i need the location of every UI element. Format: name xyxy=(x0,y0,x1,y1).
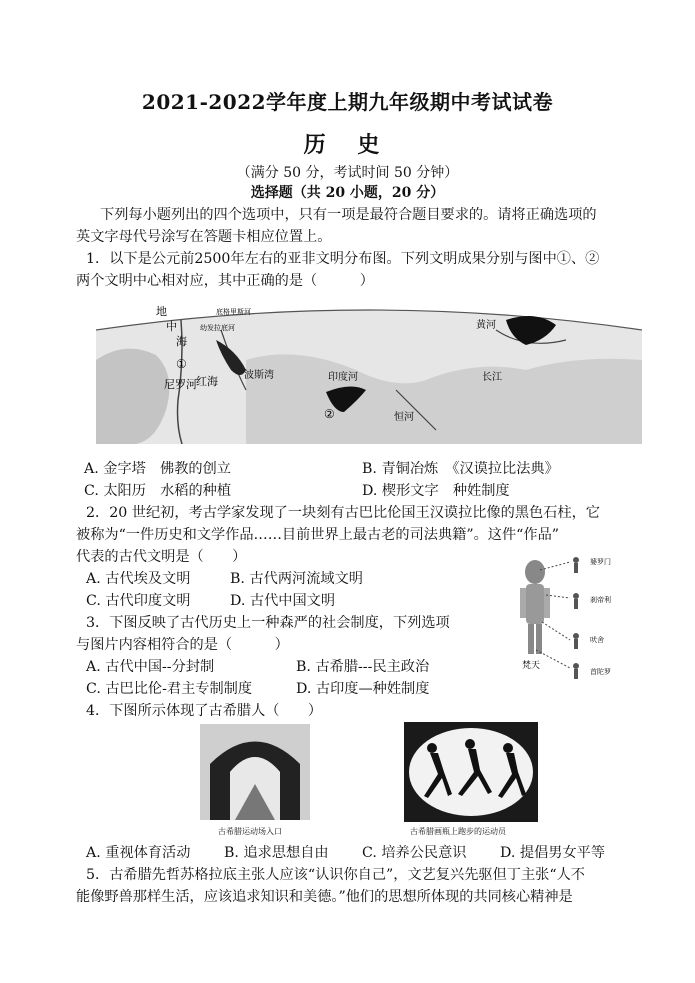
map-label-nile: 尼罗河 xyxy=(164,378,197,391)
feishe-label: 吠舍 xyxy=(590,636,604,644)
q3-stem-1: 3．下图反映了古代历史上一种森严的社会制度，下列选项 xyxy=(86,615,450,631)
map-label-yindu: 印度河 xyxy=(328,372,358,383)
stadium-entrance-image xyxy=(200,724,310,820)
map-label-bosi: 波斯湾 xyxy=(244,370,274,381)
q3-option-b[interactable]: B. 古希腊---民主政治 xyxy=(296,659,430,675)
caste-figure xyxy=(500,550,630,700)
q2-stem-2: 被称为“一件历史和文学作品……目前世界上最古老的司法典籍”。这件“作品” xyxy=(76,527,560,543)
civilization-map xyxy=(96,300,642,444)
map-label-hengge: 恒河 xyxy=(394,412,414,423)
q5-stem-2: 能像野兽那样生活，应该追求知识和美德。”他们的思想所体现的共同核心精神是 xyxy=(76,889,573,905)
q3-option-a[interactable]: A. 古代中国--分封制 xyxy=(86,659,215,675)
map-label-changjiang: 长江 xyxy=(482,372,502,383)
map-mark-1: ① xyxy=(176,357,187,371)
q4-option-b[interactable]: B. 追求思想自由 xyxy=(224,845,329,861)
vase-runners-image xyxy=(404,722,538,822)
q2-stem-1: 2．20 世纪初，考古学家发现了一块刻有古巴比伦国王汉谟拉比像的黑色石柱，它 xyxy=(86,505,600,521)
q1-stem-1: 1．以下是公元前2500年左右的亚非文明分布图。下列文明成果分别与图中①、② xyxy=(86,251,600,267)
caste-diagram xyxy=(500,550,630,700)
q4-option-a[interactable]: A. 重视体育活动 xyxy=(86,845,191,861)
q2-stem-3: 代表的古代文明是（ ） xyxy=(76,549,247,565)
map-label-huanghe: 黄河 xyxy=(476,320,496,331)
q2-option-b[interactable]: B. 古代两河流域文明 xyxy=(230,571,363,587)
q2-option-c[interactable]: C. 古代印度文明 xyxy=(86,593,191,609)
map-label-youfa: 幼发拉底河 xyxy=(200,324,235,332)
fantian-label: 梵天 xyxy=(522,661,541,671)
q1-option-b[interactable]: B. 青铜冶炼 《汉谟拉比法典》 xyxy=(362,461,559,477)
q2-option-a[interactable]: A. 古代埃及文明 xyxy=(86,571,191,587)
q4-stem: 4．下图所示体现了古希腊人（ ） xyxy=(86,703,323,719)
q4-option-d[interactable]: D. 提倡男女平等 xyxy=(500,845,606,861)
shoutuoluo-label: 首陀罗 xyxy=(590,668,611,676)
map-label-zhong: 中 xyxy=(166,320,177,333)
map-label-red: 红海 xyxy=(196,375,218,388)
chadili-label: 刹帝利 xyxy=(590,596,611,604)
exam-note: （满分 50 分，考试时间 50 分钟） xyxy=(236,165,459,181)
caption-vase: 古希腊画瓶上跑步的运动员 xyxy=(410,827,506,836)
instructions-line-2: 英文字母代号涂写在答题卡相应位置上。 xyxy=(76,229,332,245)
map-label-hai: 海 xyxy=(176,335,187,348)
q3-stem-2: 与图片内容相符合的是（ ） xyxy=(76,637,289,653)
subject-title: 历 史 xyxy=(303,132,392,158)
map-mark-2: ② xyxy=(324,407,335,421)
instructions-line-1: 下列每小题列出的四个选项中，只有一项是最符合题目要求的。请将正确选项的 xyxy=(100,207,597,223)
q1-option-a[interactable]: A. 金字塔 佛教的创立 xyxy=(84,461,231,477)
q2-option-d[interactable]: D. 古代中国文明 xyxy=(230,593,336,609)
caption-stadium: 古希腊运动场入口 xyxy=(218,827,282,836)
q1-map xyxy=(96,300,642,444)
q4-option-c[interactable]: C. 培养公民意识 xyxy=(362,845,467,861)
section-heading: 选择题（共 20 小题，20 分） xyxy=(250,185,445,201)
map-label-dige: 底格里斯河 xyxy=(216,308,251,316)
q1-option-c[interactable]: C. 太阳历 水稻的种植 xyxy=(84,483,232,499)
q1-option-d[interactable]: D. 楔形文字 种姓制度 xyxy=(362,483,510,499)
q3-option-c[interactable]: C. 古巴比伦-君主专制制度 xyxy=(86,681,253,697)
map-label-di: 地 xyxy=(156,305,167,318)
q5-stem-1: 5．古希腊先哲苏格拉底主张人应该“认识你自己”，文艺复兴先驱但丁主张“人不 xyxy=(86,867,585,883)
q3-option-d[interactable]: D. 古印度—种姓制度 xyxy=(296,681,430,697)
exam-title: 2021-2022学年度上期九年级期中考试试卷 xyxy=(141,90,554,114)
q1-stem-2: 两个文明中心相对应，其中正确的是（ ） xyxy=(76,273,374,289)
poluomen-label: 婆罗门 xyxy=(590,558,611,566)
